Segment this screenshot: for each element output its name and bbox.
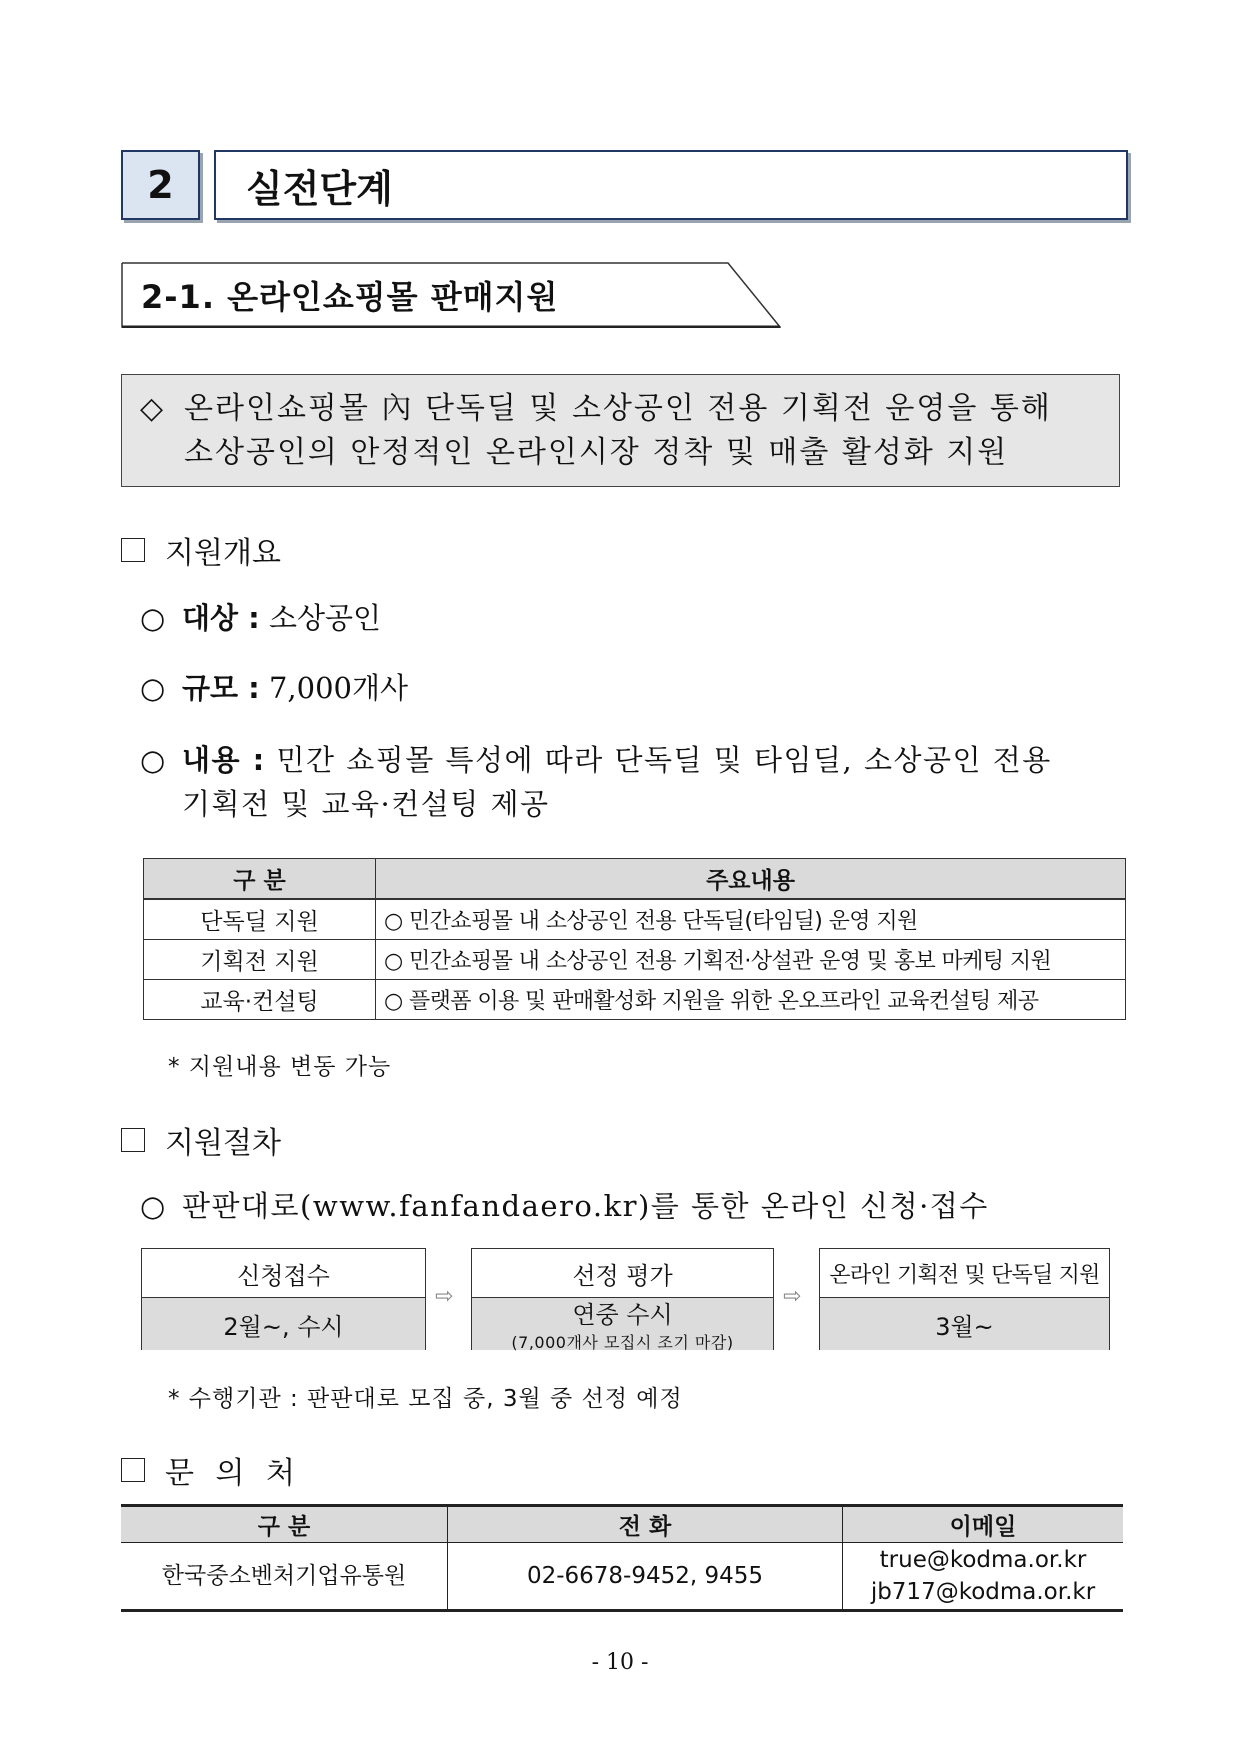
flow-step-support	[819, 1248, 1110, 1350]
section-number-text: 2	[147, 163, 174, 207]
arrow-right-icon: ⇨	[783, 1284, 802, 1309]
procedure-item-text: 판판대로(www.fanfandaero.kr)를 통한 온라인 신청·접수	[182, 1189, 989, 1223]
table-cell-category: 교육·컨설팅	[144, 980, 376, 1020]
contact-org: 한국중소벤처기업유통원	[121, 1543, 448, 1611]
procedure-heading	[121, 1118, 281, 1162]
contact-heading-text: 문 의 처	[165, 1456, 302, 1491]
contact-phone: 02-6678-9452, 9455	[448, 1543, 843, 1611]
item-label: 대상 :	[182, 601, 260, 635]
table-cell-content: ○ 민간쇼핑몰 내 소상공인 전용 기획전·상설관 운영 및 홍보 마케팅 지원	[376, 940, 1126, 980]
flow-step-detail: 2월~, 수시	[223, 1312, 344, 1341]
table-row	[144, 899, 1126, 940]
table-header-row	[144, 859, 1126, 900]
summary-line-2: 소상공인의 안정적인 온라인시장 정착 및 매출 활성화 지원	[184, 435, 1009, 470]
table-header-category: 구 분	[121, 1506, 448, 1543]
item-value: 민간 쇼핑몰 특성에 따라 단독딜 및 타임딜, 소상공인 전용	[276, 743, 1052, 777]
flow-step-apply	[141, 1248, 426, 1350]
section-number	[121, 150, 200, 220]
contact-table	[121, 1504, 1123, 1612]
procedure-item	[140, 1184, 989, 1228]
procedure-heading-text: 지원절차	[165, 1126, 281, 1161]
item-value-continued: 기획전 및 교육·컨설팅 제공	[182, 787, 550, 821]
procedure-note: * 수행기관 : 판판대로 모집 중, 3월 중 선정 예정	[168, 1386, 683, 1412]
flow-step-title: 온라인 기획전 및 단독딜 지원	[820, 1249, 1109, 1298]
page-number: - 10 -	[591, 1650, 649, 1675]
item-value: 7,000개사	[268, 671, 409, 705]
contact-email-1: true@kodma.or.kr	[879, 1547, 1087, 1573]
table-row	[144, 980, 1126, 1020]
overview-item-target	[140, 596, 381, 640]
checkbox-icon	[121, 538, 145, 562]
diamond-icon: ◇	[140, 391, 166, 426]
section-title-text: 실전단계	[246, 166, 393, 211]
item-label: 내용 :	[182, 743, 266, 777]
item-label: 규모 :	[182, 671, 260, 705]
arrow-right-icon: ⇨	[435, 1284, 454, 1309]
overview-note: * 지원내용 변동 가능	[168, 1054, 392, 1080]
table-cell-category: 단독딜 지원	[144, 899, 376, 940]
contact-heading	[121, 1448, 301, 1492]
summary-line-1: 온라인쇼핑몰 內 단독딜 및 소상공인 전용 기획전 운영을 통해	[184, 391, 1052, 426]
contact-email-cell	[843, 1543, 1124, 1611]
flow-step-title: 선정 평가	[472, 1249, 773, 1298]
circle-bullet-icon: ○	[140, 671, 166, 705]
table-header-email: 이메일	[843, 1506, 1124, 1543]
item-value: 소상공인	[268, 601, 382, 635]
circle-bullet-icon: ○	[140, 1189, 167, 1223]
table-header-category: 구 분	[144, 859, 376, 900]
checkbox-icon	[121, 1458, 145, 1482]
checkbox-icon	[121, 1128, 145, 1152]
circle-bullet-icon: ○	[140, 601, 166, 635]
flow-step-title: 신청접수	[142, 1249, 425, 1298]
contact-email-2: jb717@kodma.or.kr	[870, 1579, 1096, 1605]
table-cell-content: ○ 플랫폼 이용 및 판매활성화 지원을 위한 온오프라인 교육컨설팅 제공	[376, 980, 1126, 1020]
table-cell-category: 기획전 지원	[144, 940, 376, 980]
overview-item-content	[140, 738, 1130, 826]
subsection-header	[121, 262, 781, 328]
overview-heading-text: 지원개요	[165, 536, 281, 571]
flow-step-subnote: (7,000개사 모집시 조기 마감)	[511, 1333, 734, 1352]
overview-heading	[121, 528, 281, 572]
section-title	[214, 150, 1128, 220]
table-row	[121, 1543, 1123, 1611]
circle-bullet-icon: ○	[140, 743, 167, 777]
table-cell-content: ○ 민간쇼핑몰 내 소상공인 전용 단독딜(타임딜) 운영 지원	[376, 899, 1126, 940]
summary-box	[121, 374, 1120, 487]
subsection-title: 2-1. 온라인쇼핑몰 판매지원	[141, 278, 559, 316]
table-header-row	[121, 1506, 1123, 1543]
table-row	[144, 940, 1126, 980]
flow-step-detail: 3월~	[935, 1312, 994, 1341]
flow-step-evaluation	[471, 1248, 774, 1350]
flow-step-detail: 연중 수시	[572, 1301, 673, 1329]
table-header-phone: 전 화	[448, 1506, 843, 1543]
table-header-content: 주요내용	[376, 859, 1126, 900]
overview-item-scale	[140, 666, 408, 710]
overview-table	[143, 858, 1126, 1020]
